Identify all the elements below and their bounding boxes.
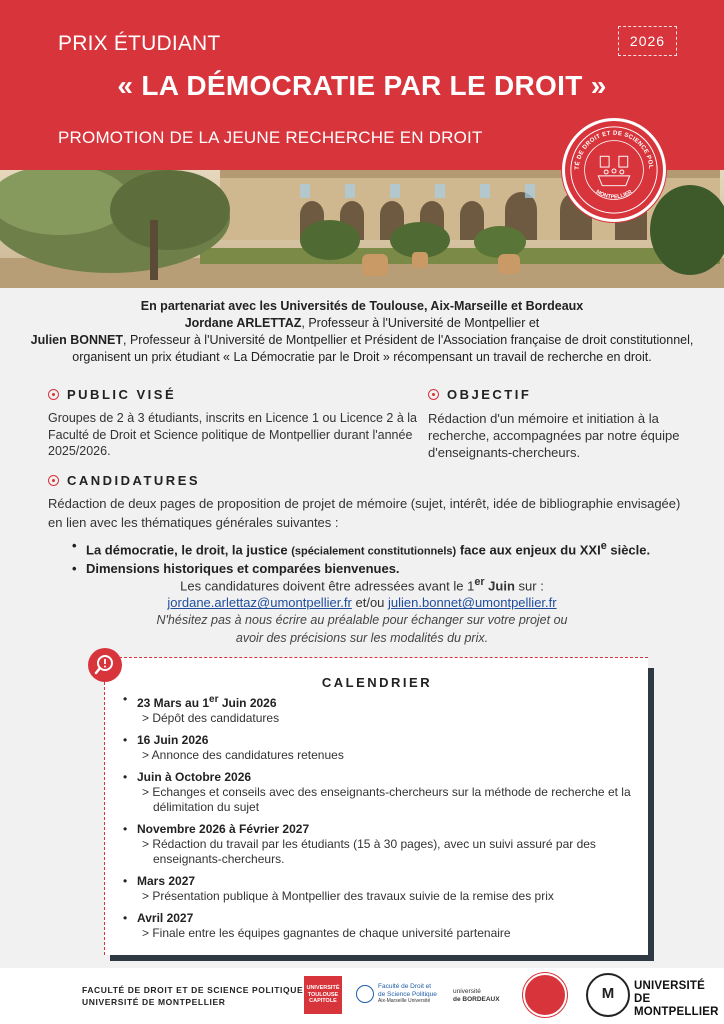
faculty-name: [82, 984, 303, 1008]
list-item: [123, 733, 633, 763]
theme-2-text: Dimensions historiques et comparées bienvenues.: [86, 561, 400, 577]
faculty-name-line-1: FACULTÉ DE DROIT ET DE SCIENCE POLITIQUE: [82, 985, 304, 995]
emails-line: [0, 594, 724, 611]
calendar-date: • Avril 2027: [137, 911, 194, 925]
public-heading: [48, 387, 418, 402]
list-item: [123, 770, 633, 815]
objectif-text: Rédaction d'un mémoire et initiation à la recherche, accompagnées par notre équipe d'enseignants-chercheurs.: [428, 411, 680, 460]
intro-block: [0, 298, 724, 366]
email-link-arlettaz[interactable]: jordane.arlettaz@umontpellier.fr: [167, 595, 352, 611]
faculty-seal-small-logo: [523, 973, 567, 1017]
calendar-panel: [104, 657, 648, 955]
bordeaux-logo: université de BORDEAUX: [453, 988, 500, 1003]
faculty-seal-logo: [562, 118, 666, 222]
organizer-role-2: , Professeur à l'Université de Montpellier et Président de l'Association française de droit constitutionnel,: [123, 333, 694, 347]
organizer-name-1: Jordane ARLETTAZ: [184, 316, 302, 330]
montpellier-logo: UNIVERSITÉ DE MONTPELLIER: [634, 980, 719, 1018]
candidatures-heading: [48, 473, 698, 488]
deadline-sup: er: [474, 576, 485, 588]
calendar-date: • 16 Juin 2026: [137, 733, 209, 747]
target-icon: [428, 389, 439, 400]
candidatures-title: CANDIDATURES: [67, 473, 201, 488]
list-item: [123, 822, 633, 867]
contact-block: [0, 574, 724, 647]
deadline-suffix: sur :: [514, 578, 544, 594]
organizer-name-2: Julien BONNET: [30, 333, 124, 347]
seal-city: MONTPELLIER: [594, 189, 634, 201]
themes-list: [72, 537, 698, 578]
public-section: [48, 387, 418, 460]
objectif-heading: [428, 387, 690, 402]
list-item: [123, 692, 633, 726]
list-item: [123, 874, 633, 904]
public-text: Groupes de 2 à 3 étudiants, inscrits en Licence 1 ou Licence 2 à la Faculté de Droit et Science politique de Montpellier durant l'année 2025/2026.: [48, 411, 417, 458]
target-icon: [48, 389, 59, 400]
aix-marseille-logo: Faculté de Droit et de Science Politique Aix-Marseille Université: [356, 983, 437, 1006]
page-subtitle: PROMOTION DE LA JEUNE RECHERCHE EN DROIT: [58, 128, 483, 147]
organizers-line-2: [0, 332, 724, 349]
calendar-list: [123, 692, 633, 948]
seal-text: TÉ DE DROIT ET DE SCIENCE POL: [574, 130, 654, 170]
svg-text:MONTPELLIER: [595, 189, 634, 200]
target-icon: [48, 475, 59, 486]
organizers-line-3: organisent un prix étudiant « La Démocratie par le Droit » récompensant un travail de recherche en droit.: [72, 350, 652, 364]
calendar-date: • Juin à Octobre 2026: [137, 770, 252, 784]
calendar-desc: > Dépôt des candidatures: [142, 711, 280, 725]
theme-1-sup: e: [600, 540, 607, 552]
organizer-role-1: , Professeur à l'Université de Montpellier et: [301, 316, 540, 330]
toulouse-logo: UNIVERSITÉ TOULOUSE CAPITOLE: [304, 976, 342, 1014]
footer-logos: [0, 968, 724, 1024]
page-title: « LA DÉMOCRATIE PAR LE DROIT »: [117, 70, 607, 101]
calendar-desc: > Echanges et conseils avec des enseignants-chercheurs sur la méthode de recherche et la délimitation du sujet: [142, 785, 631, 814]
deadline-text: Les candidatures doivent être adressées avant le 1: [180, 578, 475, 594]
note-line-1: N'hésitez pas à nous écrire au préalable pour échanger sur votre projet ou: [156, 613, 568, 628]
deadline-month: Juin: [484, 578, 515, 594]
calendar-title: CALENDRIER: [321, 675, 433, 690]
scales-icon: [356, 985, 374, 1003]
faculty-name-line-2: UNIVERSITÉ DE MONTPELLIER: [82, 997, 226, 1007]
prize-label: PRIX ÉTUDIANT: [58, 32, 221, 55]
calendar-desc: > Présentation publique à Montpellier des travaux suivie de la remise des prix: [142, 889, 554, 903]
email-separator: et/ou: [351, 595, 389, 611]
organizers-line-1: [0, 315, 724, 332]
email-link-bonnet[interactable]: julien.bonnet@umontpellier.fr: [388, 595, 557, 611]
theme-1-text-b: face aux enjeux du XXI: [456, 542, 601, 558]
note-line-2: avoir des précisions sur les modalités du prix.: [235, 631, 489, 646]
theme-1-text: La démocratie, le droit, la justice: [86, 542, 292, 558]
calendar-date: • 23 Mars au 1er Juin 2026: [137, 694, 277, 710]
calendar-desc: > Rédaction du travail par les étudiants (15 à 30 pages), avec un suivi assuré par des enseignants-chercheurs.: [142, 837, 596, 866]
objectif-section: [428, 387, 690, 461]
calendar-date: • Mars 2027: [137, 874, 196, 888]
calendar-date: • Novembre 2026 à Février 2027: [137, 822, 310, 836]
candidatures-section: [48, 473, 698, 578]
partnership-line: En partenariat avec les Universités de Toulouse, Aix-Marseille et Bordeaux: [140, 299, 584, 313]
list-item: [123, 911, 633, 941]
objectif-title: OBJECTIF: [447, 387, 532, 402]
theme-1-note: (spécialement constitutionnels): [291, 545, 457, 558]
list-item: [72, 537, 698, 560]
theme-1-text-c: siècle.: [606, 542, 651, 558]
public-title: PUBLIC VISÉ: [67, 387, 177, 402]
calendar-desc: > Finale entre les équipes gagnantes de chaque université partenaire: [142, 926, 511, 940]
deadline-line: [0, 574, 724, 594]
calendar-desc: > Annonce des candidatures retenues: [142, 748, 344, 762]
candidatures-text: Rédaction de deux pages de proposition de projet de mémoire (sujet, intérêt, idée de bibliographie envisagée) en lien avec les thématiques générales suivantes :: [48, 496, 681, 530]
year-badge: 2026: [618, 26, 677, 56]
search-icon: [88, 648, 122, 682]
montpellier-seal-logo: [586, 973, 630, 1017]
